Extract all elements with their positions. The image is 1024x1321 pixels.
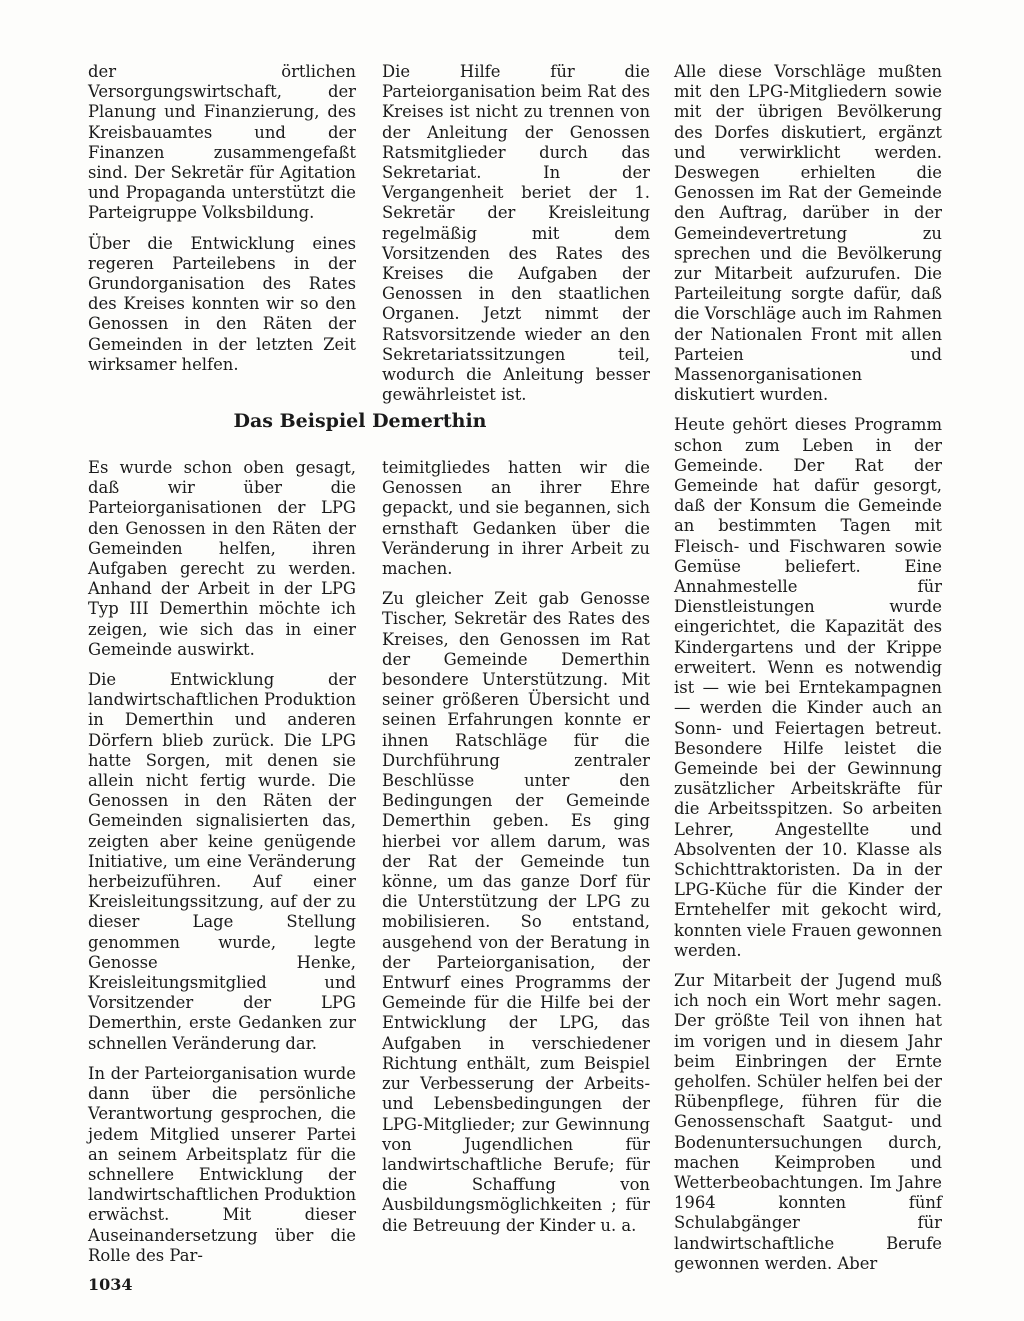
- bottom-column-1: [88, 458, 356, 1276]
- page-number: 1034: [88, 1275, 133, 1294]
- paragraph: In der Parteiorganisation wurde dann über die persönliche Verantwortung gesprochen, die jedem Mitglied unserer Partei an seinem Arbeitsplatz für die schnellere Entwicklung der landwirtschaftlichen Produktion erwächst. Mit dieser Auseinandersetzung über die Rolle des Par-: [88, 1063, 356, 1265]
- section-heading: Das Beispiel Demerthin: [233, 410, 487, 432]
- paragraph: Zur Mitarbeit der Jugend muß ich noch ein Wort mehr sagen. Der größte Teil von ihnen hat im vorigen und in diesem Jahr beim Einbringen der Ernte geholfen. Schüler helfen bei der Rübenpflege, führen für die Genossenschaft Saatgut- und Bodenuntersuchungen durch, machen Keimproben und Wetterbeobachtungen. Im Jahre 1964 konnten fünf Schulabgänger für landwirtschaftliche Berufe gewonnen werden. Aber: [674, 970, 942, 1273]
- paragraph: Es wurde schon oben gesagt, daß wir über die Parteiorganisationen der LPG den Genossen in den Räten der Gemeinden helfen, ihren Aufgaben gerecht zu werden. Anhand der Arbeit in der LPG Typ III Demerthin möchte ich zeigen, wie sich das in einer Gemeinde auswirkt.: [88, 458, 356, 659]
- paragraph: Zu gleicher Zeit gab Genosse Tischer, Sekretär des Rates des Kreises, den Genossen im Rat der Gemeinde Demerthin besondere Unterstützung. Mit seiner größeren Übersicht und seinen Erfahrungen konnte er ihnen Ratschläge für die Durchführung zentraler Beschlüsse unter den Bedingungen der Gemeinde Demerthin geben. Es ging hierbei vor allem darum, was der Rat der Gemeinde tun könne, um das ganze Dorf für die Unterstützung der LPG zu mobilisieren. So entstand, ausgehend von der Beratung in der Parteiorganisation, der Entwurf eines Programms der Gemeinde für die Hilfe bei der Entwicklung der LPG, das Aufgaben in verschiedener Richtung enthält, zum Beispiel zur Verbesserung der Arbeits- und Lebensbedingungen der LPG-Mitglieder; zur Gewinnung von Jugendlichen für landwirtschaftliche Berufe; für die Schaffung von Ausbildungsmöglichkeiten ; für die Betreuung der Kinder u. a.: [382, 589, 650, 1235]
- bottom-column-2: [382, 458, 650, 1246]
- column-3: [674, 62, 942, 1284]
- paragraph: teimitgliedes hatten wir die Genossen an ihrer Ehre gepackt, und sie begannen, sich ernsthaft Gedanken über die Veränderung in ihrer Arbeit zu machen.: [382, 458, 650, 579]
- paragraph: Heute gehört dieses Programm schon zum Leben in der Gemeinde. Der Rat der Gemeinde hat dafür gesorgt, daß der Konsum die Gemeinde an bestimmten Tagen mit Fleisch- und Fischwaren sowie Gemüse beliefert. Eine Annahmestelle für Dienstleistungen wurde eingerichtet, die Kapazität des Kindergartens und der Krippe erweitert. Wenn es notwendig ist — wie bei Erntekampagnen — werden die Kinder auch an Sonn- und Feiertagen betreut. Besondere Hilfe leistet die Gemeinde bei der Gewinnung zusätzlicher Arbeitskräfte für die Arbeitsspitzen. So arbeiten Lehrer, Angestellte und Absolventen der 10. Klasse als Schichttraktoristen. Da in der LPG-Küche für die Kinder der Erntehelfer mit gekocht wird, konnten viele Frauen gewonnen werden.: [674, 415, 942, 960]
- paragraph: Alle diese Vorschläge mußten mit den LPG-Mitgliedern sowie mit der übrigen Bevölkerung des Dorfes diskutiert, ergänzt und verwirklicht werden. Deswegen erhielten die Genossen im Rat der Gemeinde den Auftrag, darüber in der Gemeindevertretung zu sprechen und die Bevölkerung zur Mitarbeit aufzurufen. Die Parteileitung sorgte dafür, daß die Vorschläge auch im Rahmen der Nationalen Front mit allen Parteien und Massenorganisationen diskutiert wurden.: [674, 62, 942, 405]
- paragraph: Die Hilfe für die Parteiorganisation beim Rat des Kreises ist nicht zu trennen von der Anleitung der Genossen Ratsmitglieder durch das Sekretariat. In der Vergangenheit beriet der 1. Sekretär der Kreisleitung regelmäßig mit dem Vorsitzenden des Rates des Kreises die Aufgaben der Genossen in den staatlichen Organen. Jetzt nimmt der Ratsvorsitzende wieder an den Sekretariatssitzungen teil, wodurch die Anleitung besser gewährleistet ist.: [382, 62, 650, 405]
- paragraph: Die Entwicklung der landwirtschaftlichen Produktion in Demerthin und anderen Dörfern blieb zurück. Die LPG hatte Sorgen, mit denen sie allein nicht fertig wurde. Die Genossen in den Räten der Gemeinden signalisierten das, zeigten aber keine genügende Initiative, um eine Veränderung herbeizuführen. Auf einer Kreisleitungssitzung, auf der zu dieser Lage Stellung genommen wurde, legte Genosse Henke, Kreisleitungsmitglied und Vorsitzender der LPG Demerthin, erste Gedanken zur schnellen Veränderung dar.: [88, 670, 356, 1053]
- paragraph: Über die Entwicklung eines regeren Parteilebens in der Grundorganisation des Rates des Kreises konnten wir so den Genossen in den Räten der Gemeinden in der letzten Zeit wirksamer helfen.: [88, 233, 356, 374]
- paragraph: der örtlichen Versorgungswirtschaft, der Planung und Finanzierung, des Kreisbauamtes und der Finanzen zusammengefaßt sind. Der Sekretär für Agitation und Propaganda unterstützt die Parteigruppe Volksbildung.: [88, 62, 356, 223]
- top-column-1: [88, 62, 356, 385]
- top-column-2: [382, 62, 650, 415]
